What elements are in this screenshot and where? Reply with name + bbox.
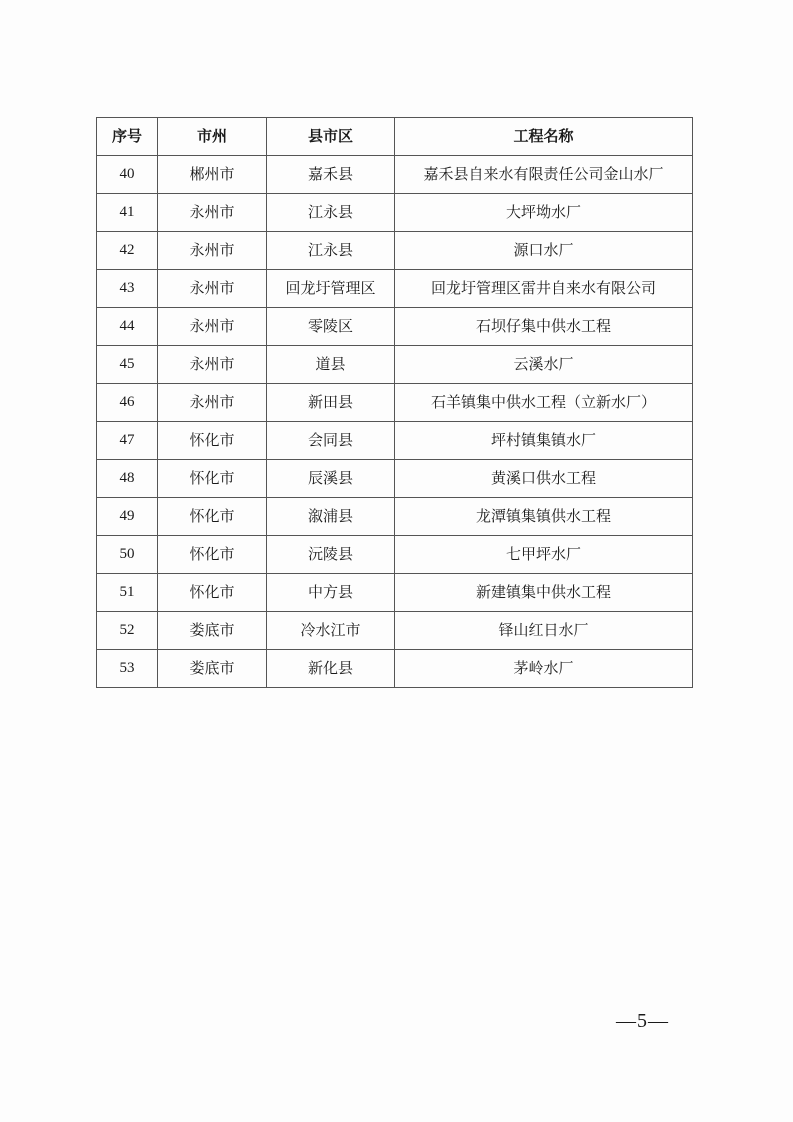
table-row bbox=[97, 384, 693, 422]
row-project-name: 黄溪口供水工程 bbox=[395, 460, 693, 498]
row-project-name: 嘉禾县自来水有限责任公司金山水厂 bbox=[395, 156, 693, 194]
table-row bbox=[97, 460, 693, 498]
row-project-name: 石羊镇集中供水工程（立新水厂） bbox=[395, 384, 693, 422]
row-city: 永州市 bbox=[158, 308, 267, 346]
header-index: 序号 bbox=[97, 118, 158, 156]
row-county: 回龙圩管理区 bbox=[267, 270, 395, 308]
row-project-name: 回龙圩管理区雷井自来水有限公司 bbox=[395, 270, 693, 308]
row-city: 怀化市 bbox=[158, 460, 267, 498]
row-county: 冷水江市 bbox=[267, 612, 395, 650]
table-row bbox=[97, 612, 693, 650]
row-county: 溆浦县 bbox=[267, 498, 395, 536]
table-body bbox=[97, 156, 693, 688]
row-index: 52 bbox=[97, 612, 158, 650]
row-index: 44 bbox=[97, 308, 158, 346]
row-city: 怀化市 bbox=[158, 536, 267, 574]
row-index: 51 bbox=[97, 574, 158, 612]
row-project-name: 龙潭镇集镇供水工程 bbox=[395, 498, 693, 536]
table-header-row bbox=[97, 118, 693, 156]
water-project-table bbox=[96, 117, 693, 688]
table-row bbox=[97, 308, 693, 346]
row-city: 娄底市 bbox=[158, 612, 267, 650]
row-index: 46 bbox=[97, 384, 158, 422]
row-city: 郴州市 bbox=[158, 156, 267, 194]
row-city: 怀化市 bbox=[158, 422, 267, 460]
row-city: 永州市 bbox=[158, 270, 267, 308]
row-county: 零陵区 bbox=[267, 308, 395, 346]
row-project-name: 大坪坳水厂 bbox=[395, 194, 693, 232]
header-project-name: 工程名称 bbox=[395, 118, 693, 156]
row-county: 新田县 bbox=[267, 384, 395, 422]
table-row bbox=[97, 270, 693, 308]
row-index: 45 bbox=[97, 346, 158, 384]
header-city: 市州 bbox=[158, 118, 267, 156]
row-index: 48 bbox=[97, 460, 158, 498]
row-county: 辰溪县 bbox=[267, 460, 395, 498]
row-county: 江永县 bbox=[267, 232, 395, 270]
row-project-name: 铎山红日水厂 bbox=[395, 612, 693, 650]
row-county: 江永县 bbox=[267, 194, 395, 232]
table-row bbox=[97, 574, 693, 612]
row-city: 永州市 bbox=[158, 232, 267, 270]
row-project-name: 坪村镇集镇水厂 bbox=[395, 422, 693, 460]
row-index: 43 bbox=[97, 270, 158, 308]
row-county: 会同县 bbox=[267, 422, 395, 460]
row-city: 永州市 bbox=[158, 384, 267, 422]
table-row bbox=[97, 650, 693, 688]
page-number: —5— bbox=[616, 1010, 669, 1032]
table-row bbox=[97, 346, 693, 384]
row-index: 47 bbox=[97, 422, 158, 460]
row-county: 新化县 bbox=[267, 650, 395, 688]
row-index: 40 bbox=[97, 156, 158, 194]
row-project-name: 云溪水厂 bbox=[395, 346, 693, 384]
row-project-name: 新建镇集中供水工程 bbox=[395, 574, 693, 612]
row-index: 49 bbox=[97, 498, 158, 536]
row-county: 嘉禾县 bbox=[267, 156, 395, 194]
row-index: 53 bbox=[97, 650, 158, 688]
row-county: 沅陵县 bbox=[267, 536, 395, 574]
table-row bbox=[97, 422, 693, 460]
row-city: 娄底市 bbox=[158, 650, 267, 688]
row-index: 42 bbox=[97, 232, 158, 270]
row-index: 41 bbox=[97, 194, 158, 232]
table-row bbox=[97, 536, 693, 574]
table-row bbox=[97, 232, 693, 270]
row-city: 永州市 bbox=[158, 346, 267, 384]
row-county: 道县 bbox=[267, 346, 395, 384]
row-project-name: 七甲坪水厂 bbox=[395, 536, 693, 574]
row-project-name: 源口水厂 bbox=[395, 232, 693, 270]
row-city: 永州市 bbox=[158, 194, 267, 232]
table-row bbox=[97, 498, 693, 536]
row-project-name: 茅岭水厂 bbox=[395, 650, 693, 688]
row-city: 怀化市 bbox=[158, 498, 267, 536]
table-row bbox=[97, 156, 693, 194]
table-row bbox=[97, 194, 693, 232]
header-county: 县市区 bbox=[267, 118, 395, 156]
row-city: 怀化市 bbox=[158, 574, 267, 612]
row-index: 50 bbox=[97, 536, 158, 574]
row-project-name: 石坝仔集中供水工程 bbox=[395, 308, 693, 346]
row-county: 中方县 bbox=[267, 574, 395, 612]
